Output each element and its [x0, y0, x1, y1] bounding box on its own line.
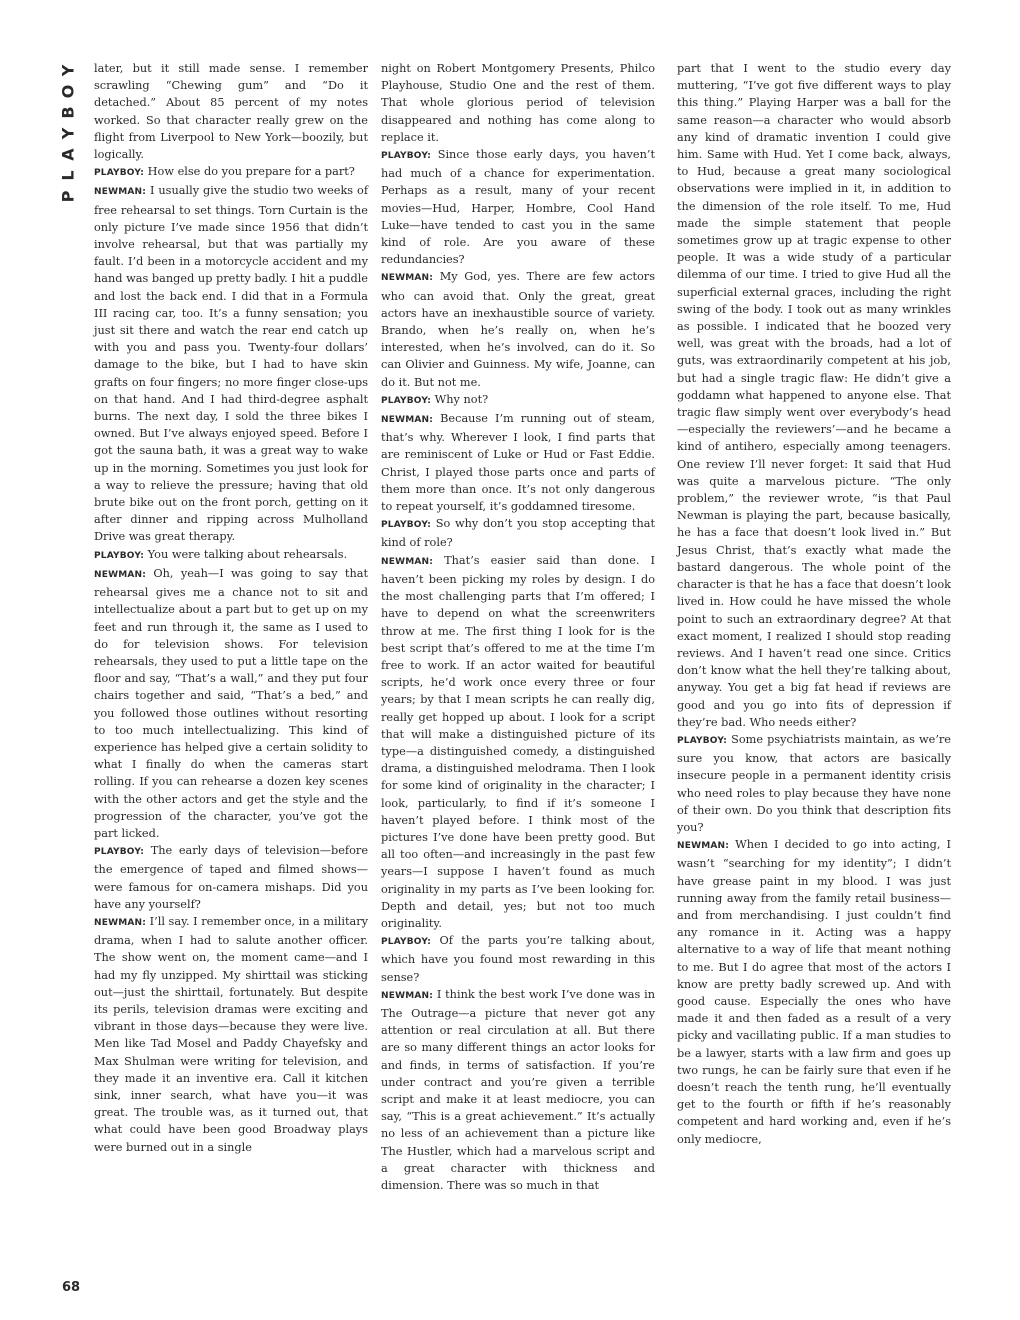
paragraph: [677, 836, 951, 1148]
paragraph: [381, 986, 655, 1194]
speaker-label: NEWMAN:: [381, 990, 434, 1001]
speaker-label: PLAYBOY:: [381, 395, 432, 406]
speaker-label: NEWMAN:: [94, 569, 147, 580]
paragraph: [94, 182, 368, 545]
paragraph-text: My God, yes. There are few actors who can avoid that. Only the great, great actors have an inexhaustible source of variety. Brando, when he’s really on, when he’s interested, when he’s involved, can do it. So can Olivier and Guinness. My wife, Joanne, can do it. But not me.: [381, 270, 655, 389]
paragraph: [381, 552, 655, 932]
paragraph-text: night on Robert Montgomery Presents, Philco Playhouse, Studio One and the rest of them. That whole glorious period of television disappeared and nothing has come along to replace it.: [381, 62, 655, 144]
masthead-letter: B: [58, 106, 78, 119]
paragraph: [381, 515, 655, 551]
masthead-letter: A: [58, 148, 78, 161]
masthead-letter: Y: [58, 127, 78, 140]
paragraph-text: When I decided to go into acting, I wasn’t “searching for my identity”; I didn’t have grease paint in my blood. I was just running away from the family retail business—and from merchandising. I just couldn’t find any romance in it. Acting was a happy alternative to a way of life that meant nothing to me. But I do agree that most of the actors I know are pretty badly screwed up. And with good cause. Especially the ones who have made it and then faded as a result of a very picky and vacillating public. If a man studies to be a lawyer, starts with a law firm and goes up two rungs, he can be fairly sure that even if he doesn’t reach the tenth rung, he’ll eventually get to the fourth or fifth if he’s reasonably competent and hard working and, even if he’s only mediocre,: [677, 838, 951, 1146]
masthead-letter: Y: [58, 64, 78, 77]
speaker-label: NEWMAN:: [94, 187, 147, 198]
paragraph: [94, 546, 368, 565]
paragraph: [94, 842, 368, 913]
paragraph-text: later, but it still made sense. I remember scrawling “Chewing gum” and “Do it detached.” About 85 percent of my notes worked. So that character really grew on the flight from Liverpool to New York—boozily, but logically.: [94, 62, 368, 162]
speaker-label: NEWMAN:: [94, 917, 147, 928]
text-column-3: [677, 60, 951, 1148]
paragraph-text: You were talking about rehearsals.: [147, 547, 348, 561]
page-number: 68: [62, 1280, 81, 1295]
speaker-label: NEWMAN:: [381, 415, 434, 426]
paragraph-text: I usually give the studio two weeks of free rehearsal to set things. Torn Curtain is the only picture I’ve made since 1956 that didn’t involve rehearsal, but that was partially my fault. I’d been in a motorcycle accident and my hand was banged up pretty badly. I hit a puddle and lost the back end. I did that in a Formula III racing car, too. It’s a funny sensation; you just sit there and watch the rear end catch up with you and pass you. Twenty-four dollars’ damage to the bike, but I had to have skin grafts on four fingers; no more finger close-ups on that hand. And I had third-degree asphalt burns. The next day, I sold the three bikes I owned. But I’ve always enjoyed speed. Before I got the sauna bath, it was a great way to wake up in the morning. Sometimes you just look for a way to relieve the pressure; having that old brute bike out on the front porch, getting on it after dinner and ripping across Mulholland Drive was great therapy.: [94, 184, 369, 544]
paragraph-text: How else do you prepare for a part?: [147, 165, 355, 179]
paragraph: [94, 565, 368, 842]
paragraph-text: Of the parts you’re talking about, which have you found most rewarding in this sense?: [381, 934, 655, 984]
paragraph: [381, 932, 655, 986]
paragraph-text: Oh, yeah—I was going to say that rehearsal gives me a chance not to sit and intellectualize about a part but to get up on my feet and run through it, the same as I used to do for television shows. For television rehearsals, they used to put a little tape on the floor and say, “That’s a wall,” and they put four chairs together and said, “That’s a bed,” and you followed those outlines without resorting to too much intellectualizing. This kind of experience has helped give a certain solidity to what I finally do when the cameras start rolling. If you can rehearse a dozen key scenes with the other actors and get the style and the progression of the character, you’ve got the part licked.: [94, 566, 368, 840]
speaker-label: PLAYBOY:: [677, 735, 728, 746]
paragraph-text: That’s easier said than done. I haven’t been picking my roles by design. I do the most challenging parts that I’m offered; I have to depend on what the screenwriters throw at me. The first thing I look for is the best script that’s offered to me at the time I’m free to work. If an actor waited for beautiful scripts, he’d work once every three or four years; by that I mean scripts he can really dig, really get hopped up about. I look for a script that will make a distinguished picture of its type—a distinguished comedy, a distinguished drama, a distinguished melodrama. Then I look for some kind of originality in the character; I look, particularly, to find if it’s someone I haven’t played before. I think most of the pictures I’ve done have been pretty good. But all too often—and increasingly in the past few years—I suppose I haven’t found as much originality in my parts as I’ve been looking for. Depth and detail, yes; but not too much originality.: [381, 553, 655, 930]
paragraph-text: Some psychiatrists maintain, as we’re sure you know, that actors are basically insecure people in a permanent identity crisis who need roles to play because they have none of their own. Do you think that description fits you?: [677, 732, 951, 834]
speaker-label: PLAYBOY:: [94, 847, 145, 858]
speaker-label: PLAYBOY:: [94, 168, 145, 179]
paragraph: [677, 60, 951, 731]
text-column-1: [94, 60, 368, 1156]
paragraph: [94, 163, 368, 182]
paragraph-text: Since those early days, you haven’t had much of a chance for experimentation. Perhaps as a result, many of your recent movies—Hud, Harper, Hombre, Cool Hand Luke—have tended to cast you in the same kind of role. Are you aware of these redundancies?: [381, 148, 655, 267]
text-column-2: [381, 60, 655, 1194]
paragraph-text: I think the best work I’ve done was in The Outrage—a picture that never got any attention or real circulation at all. But there are so many different things an actor looks for and finds, in terms of satisfaction. If you’re under contract and you’re given a terrible script and make it at least mediocre, you can say, “This is a great achievement.” It’s actually no less of an achievement than a picture like The Hustler, which had a marvelous script and a great character with thickness and dimension. There was so much in that: [381, 987, 656, 1192]
masthead-spine: [58, 60, 78, 207]
paragraph: [381, 146, 655, 268]
speaker-label: PLAYBOY:: [381, 151, 432, 162]
paragraph: [381, 410, 655, 515]
paragraph-text: Because I’m running out of steam, that’s why. Wherever I look, I find parts that are reminiscent of Luke or Hud or Fast Eddie. Christ, I played those parts once and parts of them more than once. It’s not only dangerous to repeat yourself, it’s goddamned tiresome.: [381, 412, 655, 514]
speaker-label: NEWMAN:: [381, 273, 434, 284]
paragraph: [381, 391, 655, 410]
speaker-label: PLAYBOY:: [94, 550, 145, 561]
speaker-label: NEWMAN:: [677, 841, 730, 852]
paragraph: [677, 731, 951, 836]
masthead-letter: L: [58, 170, 78, 181]
paragraph: [381, 60, 655, 146]
paragraph-text: The early days of television—before the emergence of taped and filmed shows—were famous for on-camera mishaps. Did you have any yourself?: [94, 844, 368, 911]
paragraph-text: part that I went to the studio every day muttering, “I’ve got five different ways to play this thing.” Playing Harper was a ball for the same reason—a character who would absorb any kind of dramatic invention I could give him. Same with Hud. Yet I come back, always, to Hud, because a great many sociological observations were implied in it, in addition to the dimension of the role itself. To me, Hud made the simple statement that people sometimes grow up at tragic expense to other people. It was a wide study of a particular dilemma of our time. I tried to give Hud all the superficial external graces, including the right swing of the body. I took out as many wrinkles as possible. I indicated that he boozed very well, was great with the broads, had a lot of guts, was extraordinarily competent at his job, but had a single tragic flaw: He didn’t give a goddamn what happened to anyone else. That tragic flaw simply went over everybody’s head—especially the reviewers’—and he became a kind of antihero, especially among teenagers. One review I’ll never forget: It said that Hud was quite a marvelous picture. “The only problem,” the reviewer wrote, “is that Paul Newman is playing the part, because basically, he has a face that doesn’t look lived in.” But Jesus Christ, that’s exactly what made the bastard dangerous. The whole point of the character is that he has a face that doesn’t look lived in. How could he have missed the whole point to such an extraordinary degree? At that exact moment, I realized I should stop reading reviews. And I haven’t read one since. Critics don’t know what the hell they’re talking about, anyway. You get a big fat head if reviews are good and you go into fits of depression if they’re bad. Who needs either?: [677, 62, 951, 729]
paragraph: [94, 913, 368, 1156]
paragraph-text: Why not?: [434, 392, 489, 406]
paragraph-text: I’ll say. I remember once, in a military drama, when I had to salute another officer. The show went on, the moment came—and I had my fly unzipped. My shirttail was sticking out—just the shirttail, fortunately. But despite its perils, television dramas were exciting and vibrant in those days—because they were live. Men like Tad Mosel and Paddy Chayefsky and Max Shulman were writing for television, and they made it an inventive era. Call it kitchen sink, inner search, what have you—it was great. The trouble was, as it turned out, that what could have been good Broadway plays were burned out in a single: [94, 914, 369, 1154]
paragraph-text: So why don’t you stop accepting that kind of role?: [381, 517, 655, 550]
speaker-label: PLAYBOY:: [381, 520, 432, 531]
masthead-letter: O: [58, 84, 78, 99]
paragraph: [94, 60, 368, 163]
speaker-label: PLAYBOY:: [381, 937, 432, 948]
speaker-label: NEWMAN:: [381, 556, 434, 567]
masthead-letter: P: [58, 190, 78, 203]
paragraph: [381, 268, 655, 390]
